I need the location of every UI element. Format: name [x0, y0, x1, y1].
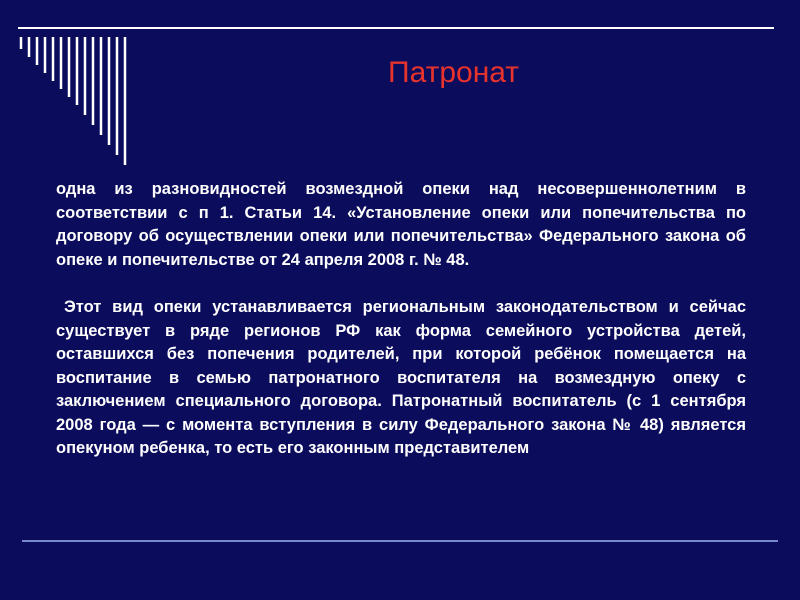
decorative-stripes	[18, 37, 138, 167]
definition-paragraph: одна из разновидностей возмездной опеки над несовершеннолетним в соответствии с п 1. Статьи 14. «Установление опеки или попечительства по договору об осуществлении опеки или попечительства» Федерального закона об опеке и попечительстве от 24 апреля 2008 г. № 48.	[56, 180, 746, 269]
bottom-rule	[22, 540, 778, 542]
slide-body	[56, 178, 746, 461]
top-rule	[18, 27, 774, 29]
slide-title: Патронат	[388, 56, 520, 89]
description-paragraph: Этот вид опеки устанавливается региональным законодательством и сейчас существует в ряде регионов РФ как форма семейного устройства детей, оставшихся без попечения родителей, при которой ребёнок помещается на воспитание в семью патронатного воспитателя на возмездную опеку с заключением специального договора. Патронатный воспитатель (с 1 сентября 2008 года — с момента вступления в силу Федерального закона № 48) является опекуном ребенка, то есть его законным представителем	[56, 298, 746, 457]
